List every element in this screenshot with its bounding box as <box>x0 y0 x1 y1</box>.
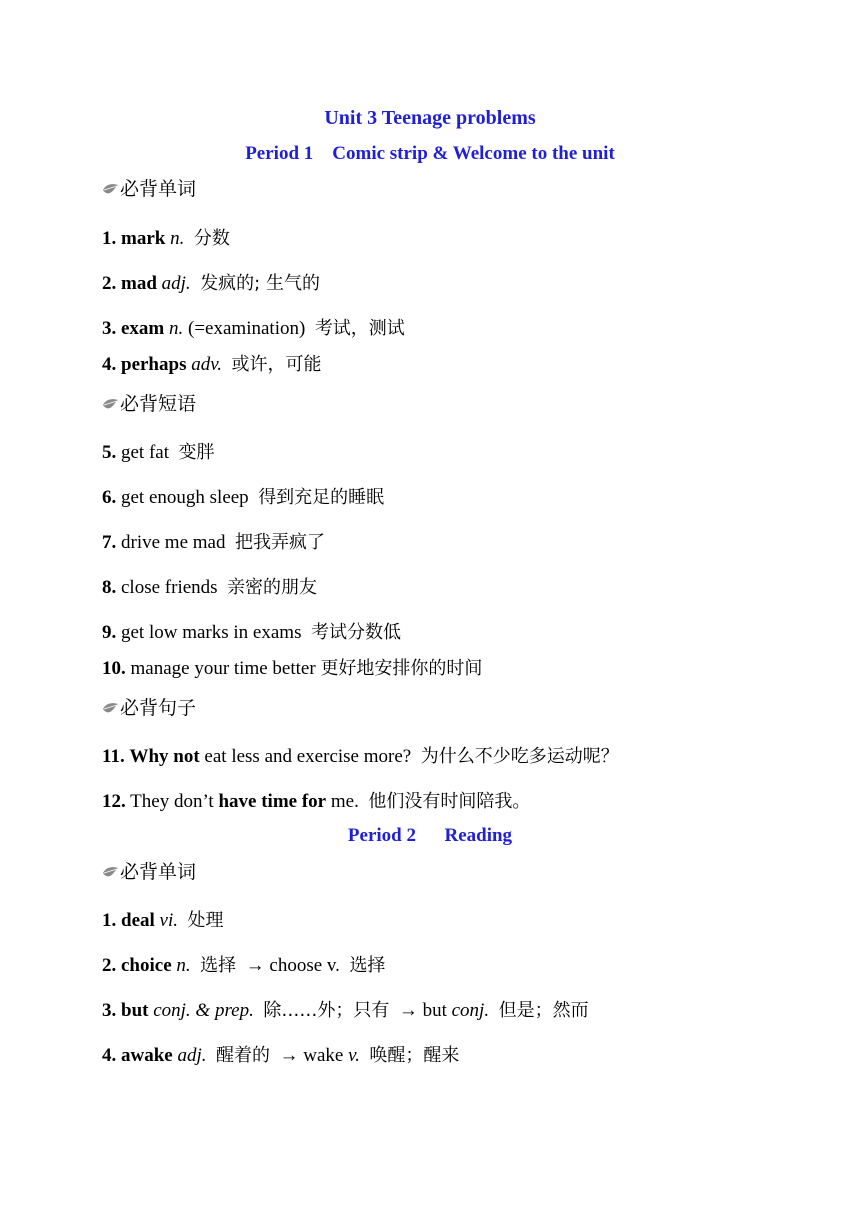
phrases-heading <box>102 392 196 416</box>
list-item: 2. choice n. 选择 → choose v. 选择 <box>102 955 386 976</box>
list-item: 4. awake adj. 醒着的 → wake v. 唤醒；醒来 <box>102 1045 460 1066</box>
list-item: 3. exam n. (=examination) 考试，测试 <box>102 318 405 339</box>
list-item: 7. drive me mad 把我弄疯了 <box>102 532 325 553</box>
list-item: 6. get enough sleep 得到充足的睡眠 <box>102 487 385 508</box>
period2-title: Period 2 Reading <box>347 825 513 846</box>
section-heading-text: 必背单词 <box>120 178 197 200</box>
sentences-heading <box>102 696 196 720</box>
list-item: 1. mark n. 分数 <box>102 228 230 249</box>
list-item: 5. get fat 变胖 <box>102 442 215 463</box>
leaf-bullet-icon <box>102 701 119 715</box>
list-item: 9. get low marks in exams 考试分数低 <box>102 622 401 643</box>
list-item: 12. They don’t have time for me. 他们没有时间陪我。 <box>102 791 531 812</box>
list-item: 4. perhaps adv. 或许，可能 <box>102 354 322 375</box>
list-item: 11. Why not eat less and exercise more? 为什么不少吃多运动呢？ <box>102 746 619 767</box>
list-item: 10. manage your time better 更好地安排你的时间 <box>102 658 483 679</box>
section-heading-text: 必背单词 <box>120 861 197 883</box>
section-heading-text: 必背句子 <box>120 697 197 719</box>
list-item: 2. mad adj. 发疯的; 生气的 <box>102 273 320 294</box>
list-item: 3. but conj. & prep. 除……外；只有 → but conj. 但是；然而 <box>102 1000 589 1021</box>
period1-title: Period 1 Comic strip & Welcome to the unit <box>245 143 615 164</box>
leaf-bullet-icon <box>102 182 119 196</box>
list-item: 8. close friends 亲密的朋友 <box>102 577 318 598</box>
leaf-bullet-icon <box>102 865 119 879</box>
section-heading-text: 必背短语 <box>120 393 197 415</box>
list-item: 1. deal vi. 处理 <box>102 910 224 931</box>
unit-title: Unit 3 Teenage problems <box>324 107 536 129</box>
words-heading-p2 <box>102 860 196 884</box>
words-heading-p1 <box>102 177 196 201</box>
leaf-bullet-icon <box>102 397 119 411</box>
